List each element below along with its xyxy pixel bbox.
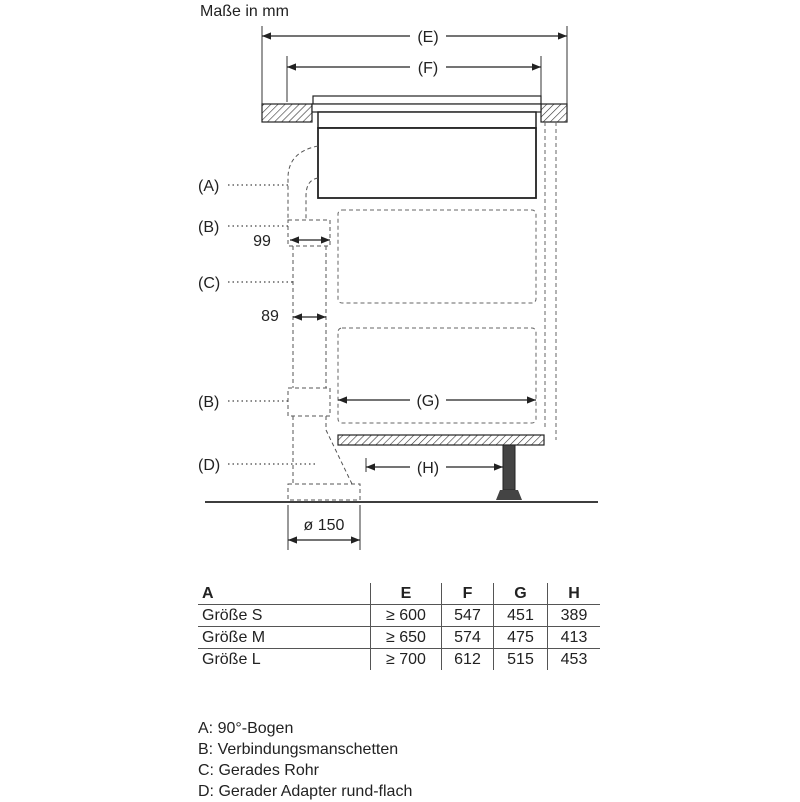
- table-cell: 389: [548, 605, 601, 627]
- table-cell: 451: [494, 605, 548, 627]
- callout-d: (D): [198, 457, 221, 474]
- table-cell: 612: [442, 649, 494, 671]
- legend-item: B: Verbindungsmanschetten: [198, 741, 399, 758]
- dim-e-label: (E): [417, 29, 439, 46]
- duct-system: [288, 146, 360, 500]
- table-cell: 547: [442, 605, 494, 627]
- table-cell: ≥ 650: [371, 627, 442, 649]
- legend-item: C: Gerades Rohr: [198, 762, 319, 779]
- floor: [205, 435, 598, 502]
- table-cell: Größe M: [198, 627, 371, 649]
- callout-b-upper: (B): [198, 219, 220, 236]
- dim-h-label: (H): [416, 460, 440, 477]
- table-header-cell: A: [202, 584, 214, 602]
- table-row: [198, 627, 600, 649]
- callout-b-lower: (B): [198, 394, 220, 411]
- table-cell: 413: [548, 627, 601, 649]
- dimension-h: [366, 458, 503, 477]
- dim-diameter-label: ø 150: [303, 517, 345, 534]
- dimension-99: [253, 233, 330, 250]
- table-cell: Größe S: [198, 605, 371, 627]
- dimension-f: [287, 56, 541, 102]
- table-header-row: [198, 583, 600, 605]
- dim-99-label: 99: [253, 233, 271, 250]
- dimension-89: [261, 308, 326, 325]
- callout-a: (A): [198, 178, 220, 195]
- callout-c: (C): [198, 275, 221, 292]
- table-header-cell: E: [371, 583, 442, 605]
- dim-g-label: (G): [416, 393, 440, 410]
- table-cell: ≥ 700: [371, 649, 442, 671]
- table-cell: 475: [494, 627, 548, 649]
- table-cell: ≥ 600: [371, 605, 442, 627]
- legend-item: A: 90°-Bogen: [198, 720, 294, 737]
- dimension-g: [338, 393, 536, 410]
- parts-legend: [198, 718, 412, 802]
- table-header-cell: F: [442, 583, 494, 605]
- table-cell: Größe L: [198, 649, 371, 671]
- dim-f-label: (F): [417, 60, 439, 77]
- units-note: Maße in mm: [200, 3, 289, 20]
- table-header-cell: H: [548, 583, 601, 605]
- table-cell: 453: [548, 649, 601, 671]
- table-header-cell: G: [494, 583, 548, 605]
- table-cell: 515: [494, 649, 548, 671]
- dimension-diameter: [288, 505, 360, 550]
- table-row: [198, 649, 600, 671]
- legend-item: D: Gerader Adapter rund-flach: [198, 783, 413, 800]
- hob-housing: [318, 112, 536, 198]
- table-row: [198, 605, 600, 627]
- dimensions-table: [198, 583, 600, 670]
- table-cell: 574: [442, 627, 494, 649]
- dim-89-label: 89: [261, 308, 279, 325]
